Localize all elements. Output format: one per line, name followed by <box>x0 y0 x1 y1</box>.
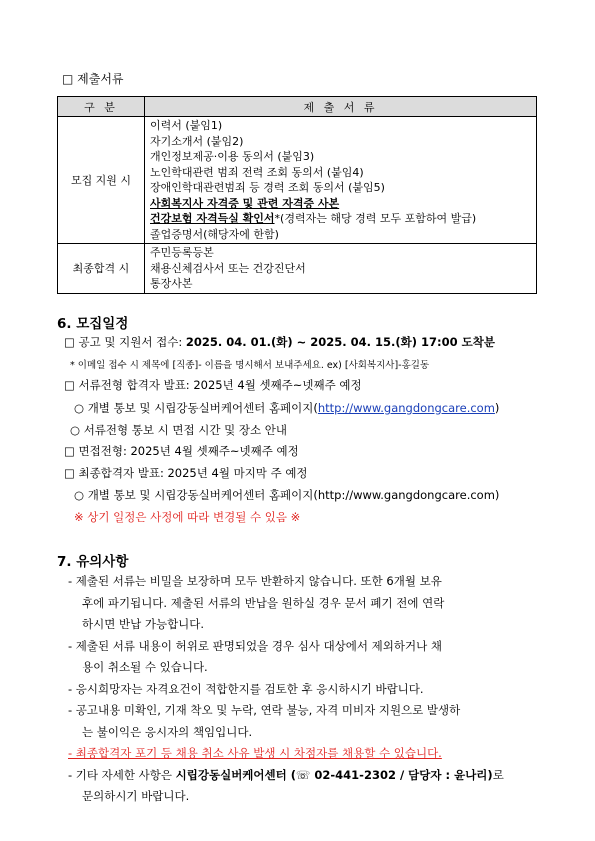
column-header-documents: 제 출 서 류 <box>145 97 537 117</box>
list-item: 장애인학대관련범죄 등 경력 조회 동의서 (붙임5) <box>150 181 385 194</box>
note-2a: - 제출된 서류 내용이 허위로 판명되었을 경우 심사 대상에서 제외하거나 채 <box>68 639 442 653</box>
submission-table <box>57 96 537 294</box>
list-item: 사회복지사 자격증 및 관련 자격증 사본 <box>150 196 340 210</box>
schedule-warning: ※ 상기 일정은 사정에 따라 변경될 수 있음 ※ <box>74 510 301 524</box>
notice-suffix: ) <box>494 401 500 415</box>
note-6 <box>68 767 538 783</box>
note-1a: - 제출된 서류는 비밀을 보장하며 모두 반환하지 않습니다. 또한 6개월 보유 <box>68 574 442 588</box>
interview-notice: ○ 서류전형 통보 시 면접 시간 및 장소 안내 <box>70 423 288 437</box>
list-item <box>150 211 531 227</box>
note-3: - 응시희망자는 자격요건이 적합한지를 검토한 후 응시하시기 바랍니다. <box>68 682 424 696</box>
apply-period <box>64 334 495 350</box>
list-item: 개인정보제공·이용 동의서 (붙임3) <box>150 150 315 163</box>
row-category: 모집 지원 시 <box>58 117 145 244</box>
row-category: 최종합격 시 <box>58 244 145 294</box>
list-item: 주민등록등본 <box>150 246 214 259</box>
row-items <box>145 117 537 244</box>
list-item: 노인학대관련 범죄 전력 조회 동의서 (붙임4) <box>150 165 364 179</box>
list-item: 졸업증명서(해당자에 한함) <box>150 227 279 241</box>
note-5: - 최종합격자 포기 등 채용 취소 사유 발생 시 차점자를 채용할 수 있습니다. <box>68 746 442 760</box>
table-row <box>58 117 537 244</box>
note-6b: 문의하시기 바랍니다. <box>82 789 190 803</box>
table-row <box>58 244 537 294</box>
submission-heading: □ 제출서류 <box>62 72 124 86</box>
column-header-category: 구 분 <box>58 97 145 117</box>
row-items <box>145 244 537 294</box>
note-4a: - 공고내용 미확인, 기재 착오 및 누락, 연락 불능, 자격 미비자 지원으로 발생하 <box>68 703 461 717</box>
list-item: 자기소개서 (붙임2) <box>150 134 244 148</box>
note-1c: 하시면 반납 가능합니다. <box>82 617 205 631</box>
list-item: 채용신체검사서 또는 건강진단서 <box>150 261 306 275</box>
note-6-prefix: - 기타 자세한 사항은 <box>68 768 176 782</box>
notice-homepage-2: ○ 개별 통보 및 시립강동실버케어센터 홈페이지(http://www.gangdongcare.com) <box>74 488 500 502</box>
table-header-row <box>58 97 537 117</box>
contact-info: 시립강동실버케어센터 (☏ 02-441-2302 / 담당자 : 윤나리) <box>175 768 493 782</box>
list-item: 통장사본 <box>150 277 193 290</box>
schedule-title: 6. 모집일정 <box>57 316 129 332</box>
note-2b: 용이 취소될 수 있습니다. <box>82 660 208 674</box>
email-note: * 이메일 접수 시 제목에 [직종]- 이름을 명시해서 보내주세요. ex) [사회복지사]-홍길동 <box>70 360 430 371</box>
list-item: 이력서 (붙임1) <box>150 119 223 132</box>
notice-prefix: ○ 개별 통보 및 시립강동실버케어센터 홈페이지( <box>74 401 318 415</box>
note-6-suffix: 로 <box>492 768 504 782</box>
health-insurance-doc: 건강보험 자격득실 확인서 <box>150 212 275 225</box>
apply-dates: 2025. 04. 01.(화) ~ 2025. 04. 15.(화) 17:00 도착분 <box>185 335 495 349</box>
notes-title: 7. 유의사항 <box>57 554 129 570</box>
health-insurance-note: *(경력자는 해당 경력 모두 포함하여 발급) <box>274 212 477 225</box>
note-1b: 후에 파기됩니다. 제출된 서류의 반납을 원하실 경우 문서 폐기 전에 연락 <box>82 596 445 610</box>
doc-result: □ 서류전형 합격자 발표: 2025년 4월 셋째주~넷째주 예정 <box>64 378 362 392</box>
homepage-link[interactable]: http://www.gangdongcare.com <box>317 401 495 415</box>
apply-prefix: □ 공고 및 지원서 접수: <box>64 335 186 349</box>
interview-schedule: □ 면접전형: 2025년 4월 셋째주~넷째주 예정 <box>64 444 299 458</box>
note-4b: 는 불이익은 응시자의 책임입니다. <box>82 725 253 739</box>
notice-homepage <box>74 400 499 416</box>
final-result: □ 최종합격자 발표: 2025년 4월 마지막 주 예정 <box>64 466 308 480</box>
